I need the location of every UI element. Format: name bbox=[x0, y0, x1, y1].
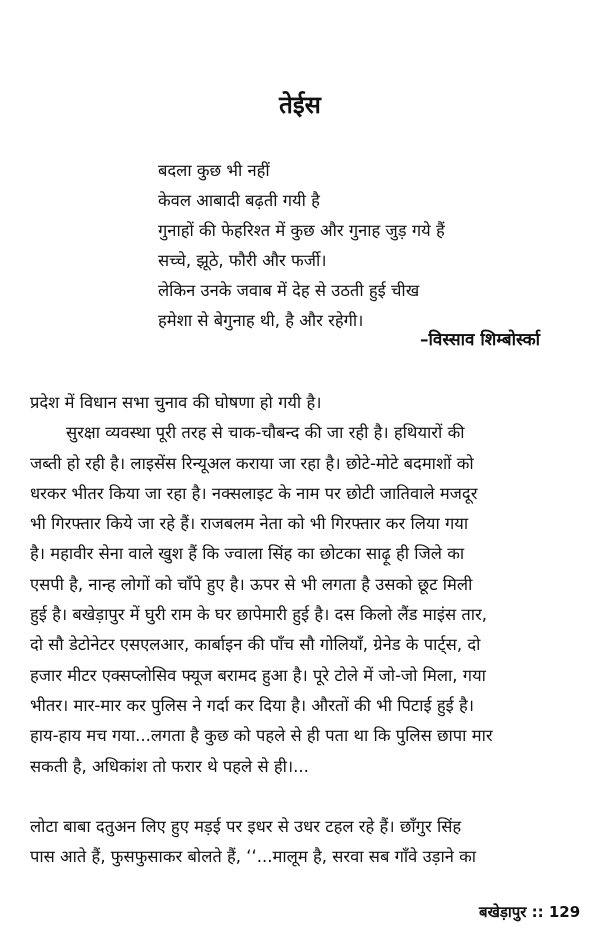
body-line: धरकर भीतर किया जा रहा है। नक्सलाइट के नाम पर छोटी जातिवाले मजदूर bbox=[30, 483, 478, 503]
epigraph-line: लेकिन उनके जवाब में देह से उठती हुई चीख bbox=[158, 281, 420, 300]
chapter-title: तेईस bbox=[279, 91, 321, 119]
body-line: भीतर। मार-मार कर पुलिस ने गर्दा कर दिया है। औरतों की भी पिटाई हुई है। bbox=[30, 695, 474, 715]
body-line: हुई है। बखेड़ापुर में घुरी राम के घर छापेमारी हुई है। दस किलो लैंड माइंस तार, bbox=[30, 605, 488, 625]
running-footer: बखेड़ापुर :: 129 bbox=[479, 903, 581, 921]
body-line: लोटा बाबा दतुअन लिए हुए मड़ई पर इधर से उधर टहल रहे हैं। छाँगुर सिंह bbox=[30, 817, 462, 836]
body-line: जब्ती हो रही है। लाइसेंस रिन्यूअल कराया जा रहा है। छोटे-मोटे बदमाशों को bbox=[30, 453, 474, 473]
body-line: पास आते हैं, फुसफुसाकर बोलते हैं, ‘‘...मालूम है, सरवा सब गाँवे उड़ाने का bbox=[30, 847, 477, 867]
epigraph-line: हमेशा से बेगुनाह थी, है और रहेगी। bbox=[158, 311, 364, 330]
body-line: सकती है, अधिकांश तो फरार थे पहले से ही।... bbox=[30, 756, 309, 776]
epigraph-line: गुनाहों की फेहरिश्त में कुछ और गुनाह जुड़ गये हैं bbox=[158, 221, 445, 240]
epigraph-poem bbox=[158, 156, 558, 336]
body-line: एसपी है, नान्ह लोगों को चाँपे हुए है। ऊपर से भी लगता है उसको छूट मिली bbox=[30, 574, 473, 594]
body-paragraph bbox=[30, 812, 578, 873]
epigraph-author: –विस्साव शिम्बोर्स्का bbox=[420, 330, 541, 350]
body-line: प्रदेश में विधान सभा चुनाव की घोषणा हो गयी है। bbox=[30, 393, 322, 412]
body-line: हजार मीटर एक्सप्लोसिव फ्यूज बरामद हुआ है। पूरे टोले में जो-जो मिला, गया bbox=[30, 665, 486, 685]
body-line: हाय-हाय मच गया...लगता है कुछ को पहले से ही पता था कि पुलिस छापा मार bbox=[30, 726, 493, 746]
body-line: भी गिरफ्तार किये जा रहे हैं। राजबलम नेता को भी गिरफ्तार कर लिया गया bbox=[30, 514, 469, 534]
body-line: सुरक्षा व्यवस्था पूरी तरह से चाक-चौबन्द की जा रही है। हथियारों की bbox=[66, 423, 465, 443]
epigraph-line: सच्चे, झूठे, फौरी और फर्जी। bbox=[158, 251, 327, 270]
epigraph-line: बदला कुछ भी नहीं bbox=[158, 161, 270, 180]
epigraph-line: केवल आबादी बढ़ती गयी है bbox=[158, 191, 320, 210]
body-line: दो सौ डेटोनेटर एसएलआर, कार्बाइन की पाँच सौ गोलियाँ, ग्रेनेड के पार्ट्स, दो bbox=[30, 635, 481, 655]
body-paragraph bbox=[30, 388, 578, 782]
body-line: है। महावीर सेना वाले खुश हैं कि ज्वाला सिंह का छोटका साढ़ू ही जिले का bbox=[30, 544, 465, 564]
